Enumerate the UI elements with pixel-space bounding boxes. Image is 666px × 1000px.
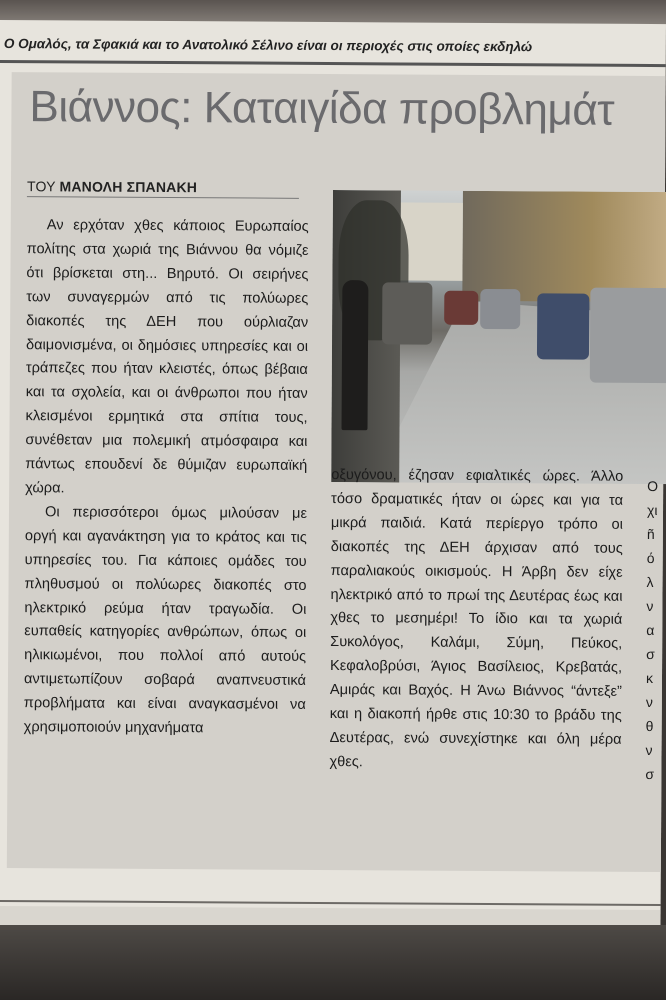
building-shape	[462, 191, 666, 302]
article-panel	[7, 72, 666, 872]
divider	[0, 900, 661, 906]
paragraph: Αν ερχόταν χθες κάποιος Ευρωπαίος πολίτης στα χωριά της Βιάννου θα νόμιζε ότι βρίσκεται στη... Βηρυτό. Οι σειρήνες των συναγερμών από τις πολύωρες διακοπές της ΔΕΗ που ούρλιαζαν δαιμονισμένα, οι δημόσιες υπηρεσίες και οι τράπεζες που ήταν κλειστές, όπως βέβαια και τα σχολεία, και οι άνθρωποι που ήταν κλεισμένοι ερμητικά στα σπίτια τους, συνέθεταν μια πολεμική ατμόσφαιρα και πάντως επουδενί δε θύμιζαν ευρωπαϊκή χώρα.	[25, 217, 309, 497]
fragment: κ	[645, 669, 654, 687]
article-column-2	[329, 464, 623, 777]
car-shape	[480, 289, 520, 329]
fragment: ν	[645, 741, 653, 758]
car-shape	[537, 293, 589, 359]
byline-author: ΜΑΝΟΛΗ ΣΠΑΝΑΚΗ	[59, 178, 198, 196]
fragment: ν	[646, 597, 654, 615]
fragment: Ο	[647, 477, 659, 495]
fragment: σ	[646, 645, 655, 663]
byline	[27, 178, 197, 195]
fragment: ν	[645, 693, 653, 711]
divider	[0, 60, 666, 67]
fragment: χι	[646, 501, 658, 519]
paragraph: Οι περισσότεροι όμως μιλούσαν με οργή και αγανάκτηση για το κράτος και τις υπηρεσίες του. Για κάποιες ομάδες του πληθυσμού οι πολύωρες διακοπές στο ηλεκτρικό ρεύμα ήταν τραγωδία. Οι ευπαθείς κατηγορίες ανθρώπων, όπως οι ηλικιωμένοι, που πολλοί από αυτούς αντιμετωπίζουν σοβαρά αναπνευστικά προβλήματα και είναι αναγκασμένοι να χρησιμοποιούν μηχανήματα	[23, 504, 308, 737]
fragment: σ	[645, 765, 655, 783]
photo-caption: Ο Ομαλός, τα Σφακιά και το Ανατολικό Σέλινο είναι οι περιοχές στις οποίες εκδηλώ	[3, 36, 533, 55]
car-shape	[590, 288, 666, 384]
person-shape	[342, 280, 369, 430]
byline-prefix: ΤΟΥ	[26, 178, 56, 195]
paragraph: οξυγόνου, έζησαν εφιαλτικές ώρες. Άλλο τόσο δραματικές ήταν οι ώρες και για τα μικρά παιδιά. Κατά περίεργο τρόπο οι διακοπές της ΔΕΗ άρχισαν από τους παραλιακούς οικισμούς. Η Άρβη δεν είχε ηλεκτρικό από το πρωί της Δευτέρας έως και χθες το μεσημέρι! Το ίδιο και τα χωριά Συκολόγος, Καλάμι, Σύμη, Πεύκος, Κεφαλοβρύσι, Άγιος Βασίλειος, Κρεβατάς, Αμιράς και Βαχός. Η Άνω Βιάννος “άντεξε” και η διακοπή ήρθε στις 10:30 το βράδυ της Δευτέρας, ενώ συνεχίστηκε και όλη μέρα χθες.	[329, 467, 624, 771]
newspaper-page	[0, 20, 666, 934]
fragment: α	[646, 621, 655, 639]
fragment: λ	[646, 573, 654, 591]
fragment: ñ	[646, 525, 655, 543]
car-shape	[382, 282, 432, 344]
article-column-1	[24, 214, 309, 742]
article-column-3-cut	[645, 474, 666, 854]
byline-divider	[27, 196, 299, 199]
street-scene-photo	[331, 190, 666, 484]
fragment: ό	[646, 549, 655, 567]
fragment: θ	[645, 717, 654, 735]
desk-background	[0, 925, 666, 1000]
car-shape	[444, 291, 478, 325]
article-headline: Βιάννος: Καταιγίδα προβλημάτ	[29, 82, 615, 135]
